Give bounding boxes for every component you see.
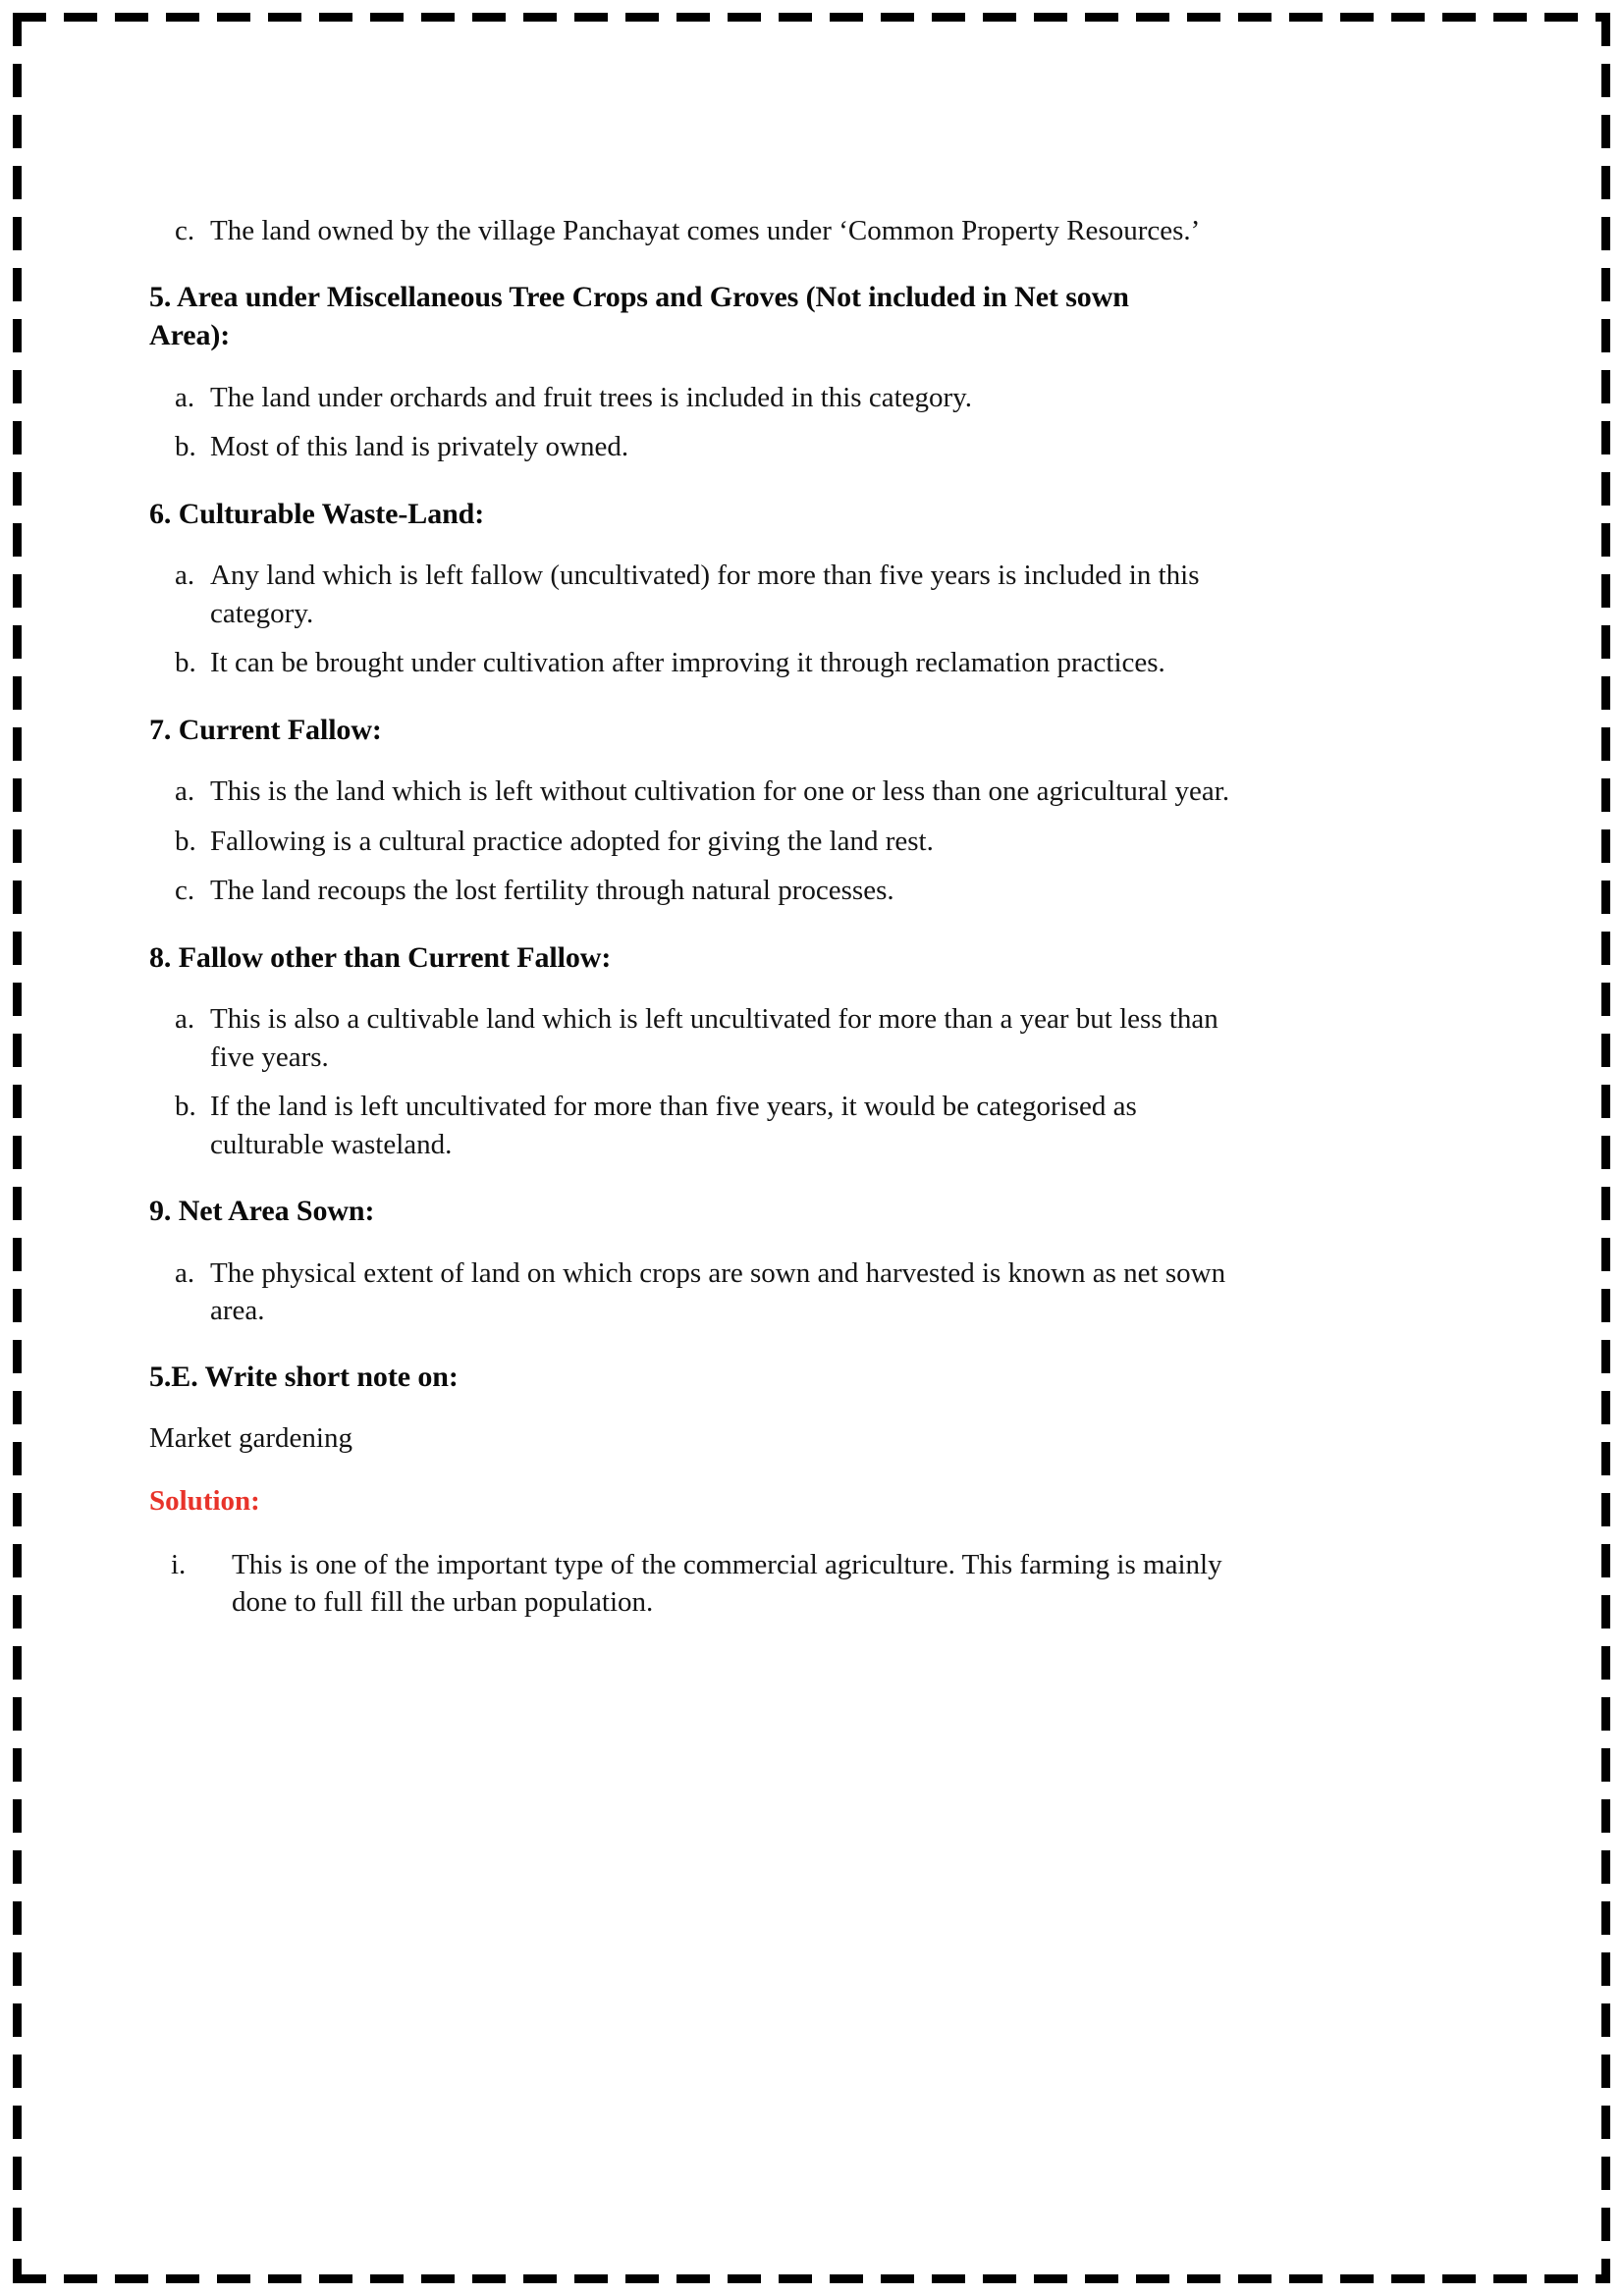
list-item-marker: a. bbox=[175, 560, 195, 592]
ordered-list bbox=[149, 557, 1239, 681]
spacer bbox=[149, 910, 1239, 939]
spacer bbox=[149, 1458, 1239, 1483]
list-item-text: The physical extent of land on which crops are sown and harvested is known as net sown area. bbox=[210, 1256, 1226, 1327]
section-heading: 5. Area under Miscellaneous Tree Crops and Groves (Not included in Net sown Area): bbox=[149, 281, 1129, 352]
list-item bbox=[149, 1000, 1239, 1076]
spacer bbox=[149, 1521, 1239, 1546]
section-heading: 7. Current Fallow: bbox=[149, 713, 382, 746]
list-item bbox=[149, 212, 1239, 249]
list-item-text: It can be brought under cultivation after improving it through reclamation practices. bbox=[210, 647, 1165, 679]
border-edge-bottom bbox=[13, 2274, 1610, 2283]
list-item-marker: c. bbox=[175, 215, 195, 246]
ordered-list bbox=[149, 1546, 1239, 1622]
list-item bbox=[149, 1088, 1239, 1163]
spacer bbox=[149, 1076, 1239, 1088]
list-item-marker: a. bbox=[175, 1003, 195, 1036]
ordered-list bbox=[149, 1255, 1239, 1330]
list-item-text: Fallowing is a cultural practice adopted for giving the land rest. bbox=[210, 825, 934, 857]
list-item-marker: a. bbox=[175, 775, 195, 808]
list-item-text: Any land which is left fallow (uncultivated) for more than five years is included in this category. bbox=[210, 560, 1200, 629]
list-item-text: This is one of the important type of the commercial agriculture. This farming is mainly done to full fill the urban population. bbox=[232, 1548, 1222, 1618]
list-item-text: If the land is left uncultivated for more than five years, it would be categorised as culturable wasteland. bbox=[210, 1091, 1137, 1160]
list-item-text: This is also a cultivable land which is left uncultivated for more than a year but less than five years. bbox=[210, 1003, 1218, 1073]
body-text: Market gardening bbox=[149, 1422, 352, 1455]
list-item-text: The land recoups the lost fertility through natural processes. bbox=[210, 875, 894, 907]
ordered-list bbox=[149, 379, 1239, 466]
spacer bbox=[149, 1163, 1239, 1193]
spacer bbox=[149, 537, 1239, 557]
list-item-text: The land under orchards and fruit trees is included in this category. bbox=[210, 381, 973, 413]
list-item-marker: a. bbox=[175, 1256, 195, 1289]
spacer bbox=[149, 1235, 1239, 1255]
list-item-marker: b. bbox=[175, 825, 196, 857]
list-item-marker: b. bbox=[175, 431, 196, 463]
list-item-text: The land owned by the village Panchayat comes under ‘Common Property Resources.’ bbox=[210, 215, 1201, 246]
list-item-marker: b. bbox=[175, 647, 196, 679]
list-item bbox=[149, 1546, 1239, 1622]
list-item bbox=[149, 557, 1239, 632]
ordered-list bbox=[149, 212, 1239, 249]
section-heading: 5.E. Write short note on: bbox=[149, 1361, 459, 1394]
spacer bbox=[149, 359, 1239, 379]
list-item bbox=[149, 1255, 1239, 1330]
border-edge-left bbox=[13, 13, 22, 2283]
list-item bbox=[149, 872, 1239, 909]
spacer bbox=[149, 632, 1239, 644]
spacer bbox=[149, 1621, 1239, 1650]
list-item-marker: b. bbox=[175, 1091, 196, 1123]
list-item-text: Most of this land is privately owned. bbox=[210, 431, 629, 463]
list-item bbox=[149, 823, 1239, 860]
spacer bbox=[149, 466, 1239, 496]
list-item bbox=[149, 379, 1239, 416]
spacer bbox=[149, 249, 1239, 279]
spacer bbox=[149, 1401, 1239, 1420]
list-item bbox=[149, 773, 1239, 810]
spacer bbox=[149, 753, 1239, 773]
section-heading: 8. Fallow other than Current Fallow: bbox=[149, 940, 612, 974]
border-edge-right bbox=[1601, 13, 1610, 2283]
list-item bbox=[149, 428, 1239, 465]
list-item bbox=[149, 644, 1239, 681]
solution-label: Solution: bbox=[149, 1484, 260, 1517]
spacer bbox=[149, 1329, 1239, 1359]
spacer bbox=[149, 416, 1239, 428]
list-item-text: This is the land which is left without cultivation for one or less than one agricultural year. bbox=[210, 775, 1230, 808]
section-heading: 6. Culturable Waste-Land: bbox=[149, 497, 485, 530]
section-heading: 9. Net Area Sown: bbox=[149, 1194, 375, 1227]
list-item-marker: i. bbox=[171, 1548, 187, 1580]
spacer bbox=[149, 682, 1239, 712]
spacer bbox=[149, 860, 1239, 872]
spacer bbox=[149, 811, 1239, 823]
ordered-list bbox=[149, 773, 1239, 909]
ordered-list bbox=[149, 1000, 1239, 1163]
list-item-marker: c. bbox=[175, 875, 195, 907]
document-content bbox=[149, 212, 1239, 1650]
spacer bbox=[149, 981, 1239, 1000]
list-item-marker: a. bbox=[175, 381, 195, 413]
border-edge-top bbox=[13, 13, 1610, 22]
